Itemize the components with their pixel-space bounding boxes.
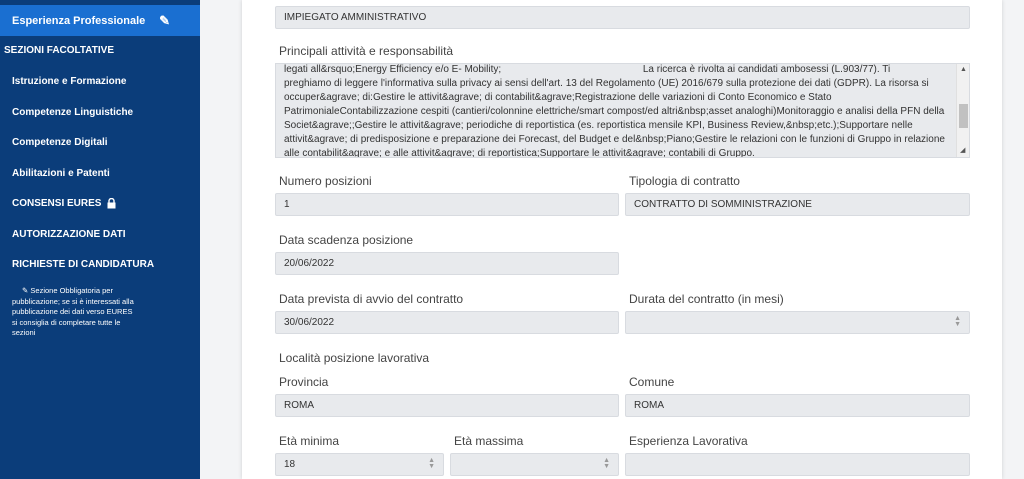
data-scadenza-label: Data scadenza posizione xyxy=(279,233,414,247)
eta-massima-label: Età massima xyxy=(454,434,524,448)
sidebar-note xyxy=(12,286,192,339)
sidebar-item-esperienza-professionale[interactable] xyxy=(0,5,200,36)
note-line-1 xyxy=(12,286,192,297)
sidebar-item-label: CONSENSI EURES xyxy=(12,198,102,209)
note-line-5: sezioni xyxy=(12,328,36,337)
sidebar-item-label: RICHIESTE DI CANDIDATURA xyxy=(12,259,155,270)
lock-icon xyxy=(107,198,116,209)
note-text: Sezione Obbligatoria per xyxy=(30,286,113,295)
note-line-4: si consiglia di completare tutte le xyxy=(12,317,121,327)
eta-massima-field[interactable] xyxy=(450,453,619,476)
sidebar-item-abilitazioni[interactable] xyxy=(12,168,110,179)
textarea-line: attivit&agrave; di predisposizione e preparazione dei Forecast, del Budget e del&nbsp;Piano;Gestire le relazioni con le funzioni di Gruppo in relazione xyxy=(284,134,945,145)
sidebar-item-label: Istruzione e Formazione xyxy=(12,76,127,87)
attivita-label: Principali attività e responsabilità xyxy=(279,44,454,58)
esperienza-label: Esperienza Lavorativa xyxy=(629,434,748,448)
sidebar-item-competenze-linguistiche[interactable] xyxy=(12,107,133,118)
spinner-icon[interactable]: ▲ ▼ xyxy=(603,457,610,470)
note-line-3: pubblicazione dei dati verso EURES xyxy=(12,307,133,316)
localita-label: Località posizione lavorativa xyxy=(279,351,430,365)
durata-label: Durata del contratto (in mesi) xyxy=(629,292,784,306)
numero-posizioni-label: Numero posizioni xyxy=(279,174,372,188)
data-avvio-field[interactable]: 30/06/2022 xyxy=(275,311,619,334)
textarea-line: occuper&agrave; di:Gestire le attivit&agrave; di contabilit&agrave;Registrazione delle variazioni di Conto Economico e Stato xyxy=(284,92,832,103)
sidebar-item-label: AUTORIZZAZIONE DATI xyxy=(12,229,126,240)
comune-field[interactable]: ROMA xyxy=(625,394,970,417)
textarea-line: PatrimonialeContabilizzazione cespiti (cantieri/colonnine elettriche/smart compost/ed altri&nbsp;asset analoghi)Monitoraggio e analisi della PFN della xyxy=(284,106,945,117)
eta-minima-label: Età minima xyxy=(279,434,340,448)
qualifica-field[interactable]: IMPIEGATO AMMINISTRATIVO xyxy=(275,6,970,29)
provincia-field[interactable]: ROMA xyxy=(275,394,619,417)
scrollbar-thumb[interactable] xyxy=(959,104,968,128)
sidebar xyxy=(0,0,200,479)
textarea-line: alle contabilit&agrave; e alle attivit&agrave; di reportistica;Supportare le attivit&agrave; contabili di Gruppo. xyxy=(284,148,755,158)
sidebar-item-label: Competenze Linguistiche xyxy=(12,107,134,118)
pencil-icon: ✎ xyxy=(22,286,29,295)
sidebar-item-istruzione[interactable] xyxy=(12,76,126,87)
data-avvio-label: Data prevista di avvio del contratto xyxy=(279,292,464,306)
textarea-scrollbar[interactable] xyxy=(956,64,969,157)
sidebar-item-label: Esperienza Professionale xyxy=(12,14,146,27)
attivita-textarea[interactable] xyxy=(275,63,970,158)
resize-handle-icon[interactable]: ◢ xyxy=(960,147,966,154)
sidebar-item-label: Competenze Digitali xyxy=(12,137,108,148)
sidebar-item-competenze-digitali[interactable] xyxy=(12,137,108,148)
provincia-label: Provincia xyxy=(279,375,329,389)
eta-minima-value: 18 xyxy=(284,459,296,470)
textarea-line: Societ&agrave;;Gestire le attivit&agrave; periodiche di reportistica (es. reportistica mensile KPI, Business Review,&nbsp;etc.);Supportare nelle xyxy=(284,120,913,131)
scroll-up-icon[interactable]: ▲ xyxy=(960,66,967,73)
textarea-line: legati all&rsquo;Energy Efficiency e/o E- Mobility; La ricerca è rivolta ai candidati ambosessi (L.903/77). Ti xyxy=(284,64,891,75)
sidebar-item-autorizzazione[interactable] xyxy=(12,229,126,240)
textarea-line: preghiamo di leggere l'informativa sulla privacy ai sensi dell'art. 13 del Regolamento (UE) 2016/679 sulla protezione dei dati (GDPR). La risorsa si xyxy=(284,78,929,89)
pencil-icon: ✎ xyxy=(159,12,170,28)
spinner-icon[interactable]: ▲ ▼ xyxy=(954,315,961,328)
tipologia-field[interactable]: CONTRATTO DI SOMMINISTRAZIONE xyxy=(625,193,970,216)
sidebar-item-richieste[interactable] xyxy=(12,259,154,270)
form-card xyxy=(242,0,1002,479)
tipologia-label: Tipologia di contratto xyxy=(629,174,740,188)
durata-field[interactable] xyxy=(625,311,970,334)
comune-label: Comune xyxy=(629,375,675,389)
data-scadenza-field[interactable]: 20/06/2022 xyxy=(275,252,619,275)
note-line-2: pubblicazione; se si è interessati alla xyxy=(12,296,134,306)
esperienza-field[interactable] xyxy=(625,453,970,476)
sidebar-item-consensi-eures[interactable] xyxy=(12,198,116,209)
section-title: SEZIONI FACOLTATIVE xyxy=(4,45,114,56)
sidebar-item-label: Abilitazioni e Patenti xyxy=(12,168,110,179)
eta-minima-field[interactable] xyxy=(275,453,444,476)
numero-posizioni-field[interactable]: 1 xyxy=(275,193,619,216)
spinner-icon[interactable]: ▲ ▼ xyxy=(428,457,435,470)
